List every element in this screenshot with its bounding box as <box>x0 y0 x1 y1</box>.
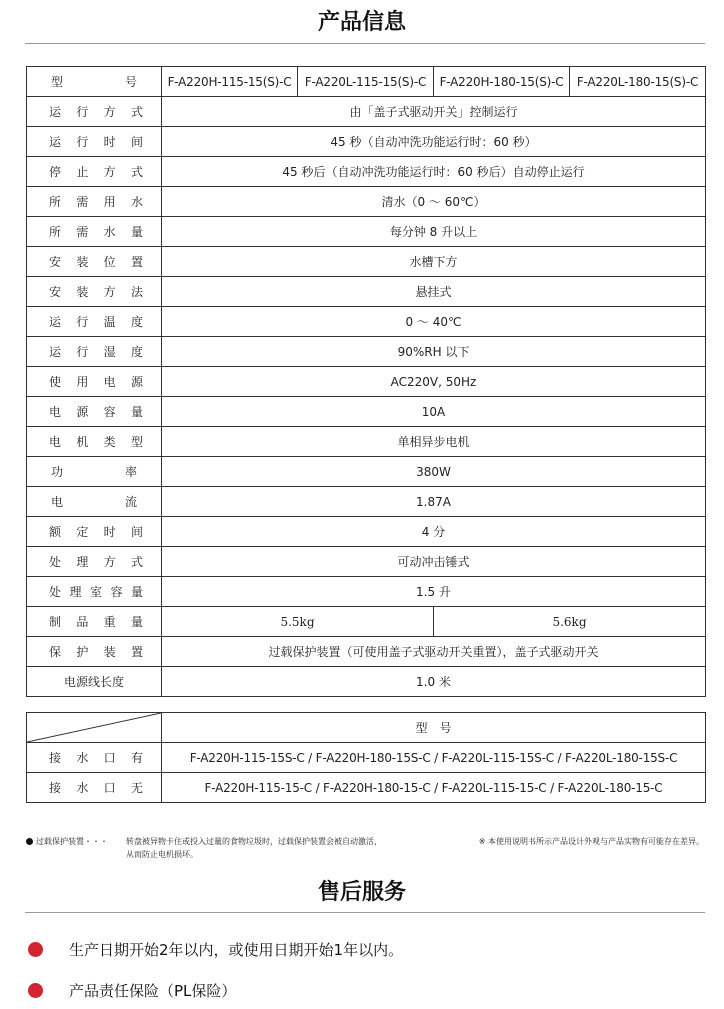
spec-row <box>27 517 706 547</box>
spec-row <box>27 397 706 427</box>
model-cell: F-A220H-180-15(S)-C <box>434 67 570 97</box>
row-label: 运行湿度 <box>27 337 162 367</box>
spec-row <box>27 277 706 307</box>
model-cell: F-A220H-115-15(S)-C <box>162 67 298 97</box>
red-bullet-icon <box>28 942 43 957</box>
after-sales-rule <box>25 912 705 913</box>
spec-row <box>27 427 706 457</box>
model-cell: F-A220L-180-15(S)-C <box>570 67 706 97</box>
row-label: 运行时间 <box>27 127 162 157</box>
bullet-icon <box>26 838 33 845</box>
row-value: 45 秒后（自动冲洗功能运行时：60 秒后）自动停止运行 <box>162 157 706 187</box>
spec-row <box>27 127 706 157</box>
diagonal-line <box>27 713 161 742</box>
spec-row <box>27 97 706 127</box>
connection-header: 型 号 <box>162 713 706 743</box>
weight-value-b: 5.6kg <box>434 607 706 637</box>
row-label: 电 流 <box>27 487 162 517</box>
row-value: 45 秒（自动冲洗功能运行时：60 秒） <box>162 127 706 157</box>
row-value: 每分钟 8 升以上 <box>162 217 706 247</box>
connection-row <box>27 743 706 773</box>
row-value: 悬挂式 <box>162 277 706 307</box>
row-label: 所需用水 <box>27 187 162 217</box>
row-label: 电源容量 <box>27 397 162 427</box>
row-value: 清水（0 ～ 60℃） <box>162 187 706 217</box>
row-label: 功 率 <box>27 457 162 487</box>
service-item: 产品责任保险（PL保险） <box>28 980 236 1001</box>
spec-row <box>27 247 706 277</box>
spec-row <box>27 187 706 217</box>
spec-table <box>26 66 706 697</box>
row-label: 安装位置 <box>27 247 162 277</box>
row-value: F-A220H-115-15-C / F-A220H-180-15-C / F-A220L-115-15-C / F-A220L-180-15-C <box>162 773 706 803</box>
overload-footnote: 过载保护装置・・・ 转盘被异物卡住或投入过量的食物垃圾时，过载保护装置会被自动激活， 从而防止电机损坏。 <box>26 836 382 860</box>
row-value: 10A <box>162 397 706 427</box>
row-label: 电机类型 <box>27 427 162 457</box>
row-value: 1.5 升 <box>162 577 706 607</box>
spec-row <box>27 577 706 607</box>
connection-row <box>27 773 706 803</box>
row-label: 安装方法 <box>27 277 162 307</box>
row-value: AC220V, 50Hz <box>162 367 706 397</box>
connection-header-row <box>27 713 706 743</box>
row-label: 处理方式 <box>27 547 162 577</box>
spec-row <box>27 547 706 577</box>
row-value: 0 ～ 40℃ <box>162 307 706 337</box>
weight-value-a: 5.5kg <box>162 607 434 637</box>
row-value: 水槽下方 <box>162 247 706 277</box>
connection-table <box>26 712 706 803</box>
spec-row <box>27 217 706 247</box>
row-label: 接水口无 <box>27 773 162 803</box>
row-value: 380W <box>162 457 706 487</box>
red-bullet-icon <box>28 983 43 998</box>
row-label: 停止方式 <box>27 157 162 187</box>
row-value: 单相异步电机 <box>162 427 706 457</box>
row-label: 所需水量 <box>27 217 162 247</box>
spec-row <box>27 487 706 517</box>
spec-row <box>27 667 706 697</box>
row-value: 1.87A <box>162 487 706 517</box>
row-label: 额定时间 <box>27 517 162 547</box>
row-label: 使用电源 <box>27 367 162 397</box>
model-cell: F-A220L-115-15(S)-C <box>298 67 434 97</box>
row-label: 制品重量 <box>27 607 162 637</box>
row-label: 运行温度 <box>27 307 162 337</box>
spec-row <box>27 457 706 487</box>
row-value: 可动冲击锤式 <box>162 547 706 577</box>
row-label: 电源线长度 <box>27 667 162 697</box>
product-info-title: 产品信息 <box>317 10 406 35</box>
row-label: 接水口有 <box>27 743 162 773</box>
row-value: 由「盖子式驱动开关」控制运行 <box>162 97 706 127</box>
spec-row <box>27 157 706 187</box>
row-label: 型 号 <box>27 67 162 97</box>
spec-row <box>27 367 706 397</box>
row-value: 4 分 <box>162 517 706 547</box>
service-item: 生产日期开始2年以内，或使用日期开始1年以内。 <box>28 939 403 960</box>
row-label: 处理室容量 <box>27 577 162 607</box>
row-label: 运行方式 <box>27 97 162 127</box>
row-value: 90%RH 以下 <box>162 337 706 367</box>
disclaimer-footnote: ※ 本使用说明书所示产品设计外观与产品实物有可能存在差异。 <box>478 837 704 846</box>
spec-row <box>27 337 706 367</box>
row-label: 保护装置 <box>27 637 162 667</box>
spec-row <box>27 637 706 667</box>
after-sales-title: 售后服务 <box>317 880 406 905</box>
row-value: F-A220H-115-15S-C / F-A220H-180-15S-C / F-A220L-115-15S-C / F-A220L-180-15S-C <box>162 743 706 773</box>
title-rule <box>25 43 705 44</box>
model-row <box>27 67 706 97</box>
row-value: 过载保护装置（可使用盖子式驱动开关重置），盖子式驱动开关 <box>162 637 706 667</box>
diagonal-header-cell <box>27 713 162 743</box>
spec-row <box>27 307 706 337</box>
weight-row <box>27 607 706 637</box>
row-value: 1.0 米 <box>162 667 706 697</box>
